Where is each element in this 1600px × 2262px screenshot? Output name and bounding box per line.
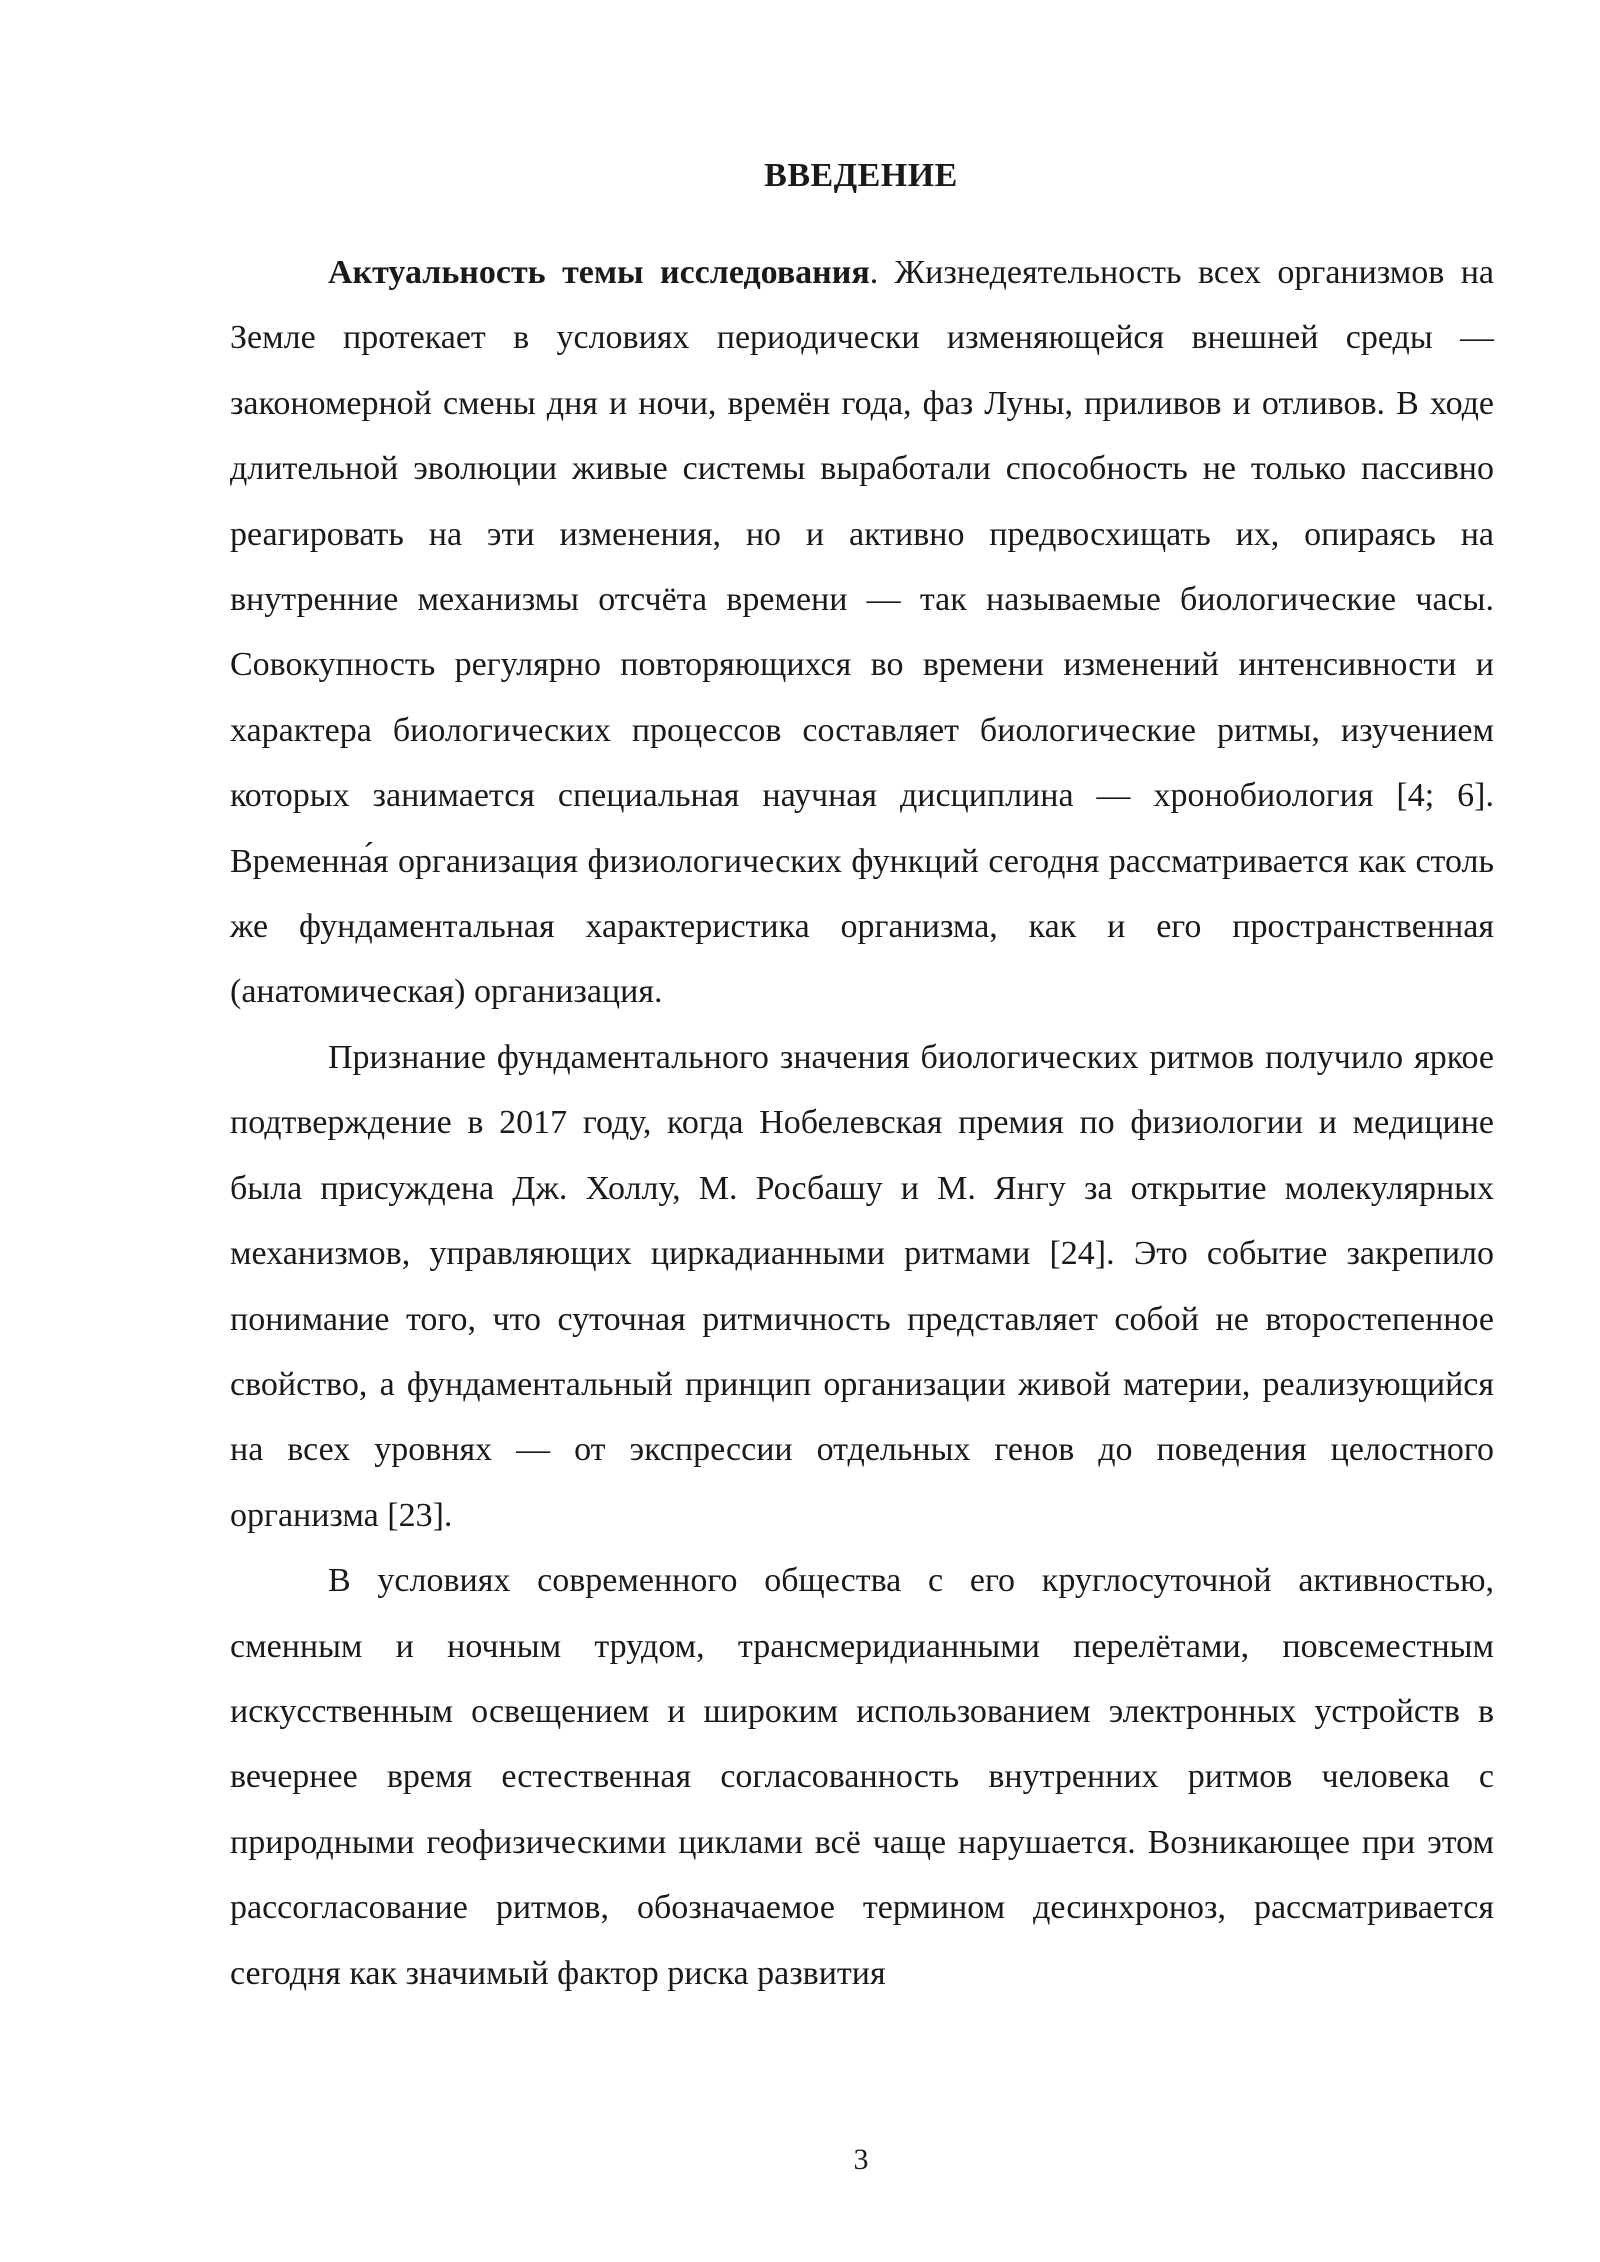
paragraph-desynchronosis: В условиях современного общества с его круглосуточной активностью, сменным и ночным трудом, трансмеридианными перелётами, повсеместным искусственным освещением и широким использованием электронных устройств в вечернее время естественная согласованность внутренних ритмов человека с природными геофизическими циклами всё чаще нарушается. Возникающее при этом рассогласование ритмов, обозначаемое термином десинхроноз, рассматривается сегодня как значимый фактор риска развития	[230, 1562, 1494, 1992]
paragraph-text: . Жизнедеятельность всех организмов на Земле протекает в условиях периодически изменяющейся внешней среды — закономерной смены дня и ночи, времён года, фаз Луны, приливов и отливов. В ходе длительной эволюции живые системы выработали способность не только пассивно реагировать на эти изменения, но и активно предвосхищать их, опираясь на внутренние механизмы отсчёта времени — так называемые биологические часы. Совокупность регулярно повторяющихся во времени изменений интенсивности и характера биологических процессов составляет биологические ритмы, изучением которых занимается специальная научная дисциплина — хронобиология [4; 6]. Временна́я организация физиологических функций сегодня рассматривается как столь же фундаментальная характеристика организма, как и его пространственная (анатомическая) организация.	[230, 254, 1495, 1011]
page-number: 3	[853, 2143, 869, 2176]
paragraph-relevance	[230, 240, 1494, 1025]
paragraph-lead-bold: Актуальность темы исследования	[328, 254, 870, 291]
section-heading: ВВЕДЕНИЕ	[764, 157, 958, 194]
body-text	[230, 240, 1494, 2006]
paragraph-nobel: Признание фундаментального значения биологических ритмов получило яркое подтверждение в 2017 году, когда Нобелевская премия по физиологии и медицине была присуждена Дж. Холлу, М. Росбашу и М. Янгу за открытие молекулярных механизмов, управляющих циркадианными ритмами [24]. Это событие закрепило понимание того, что суточная ритмичность представляет собой не второстепенное свойство, а фундаментальный принцип организации живой материи, реализующийся на всех уровнях — от экспрессии отдельных генов до поведения целостного организма [23].	[230, 1038, 1494, 1534]
